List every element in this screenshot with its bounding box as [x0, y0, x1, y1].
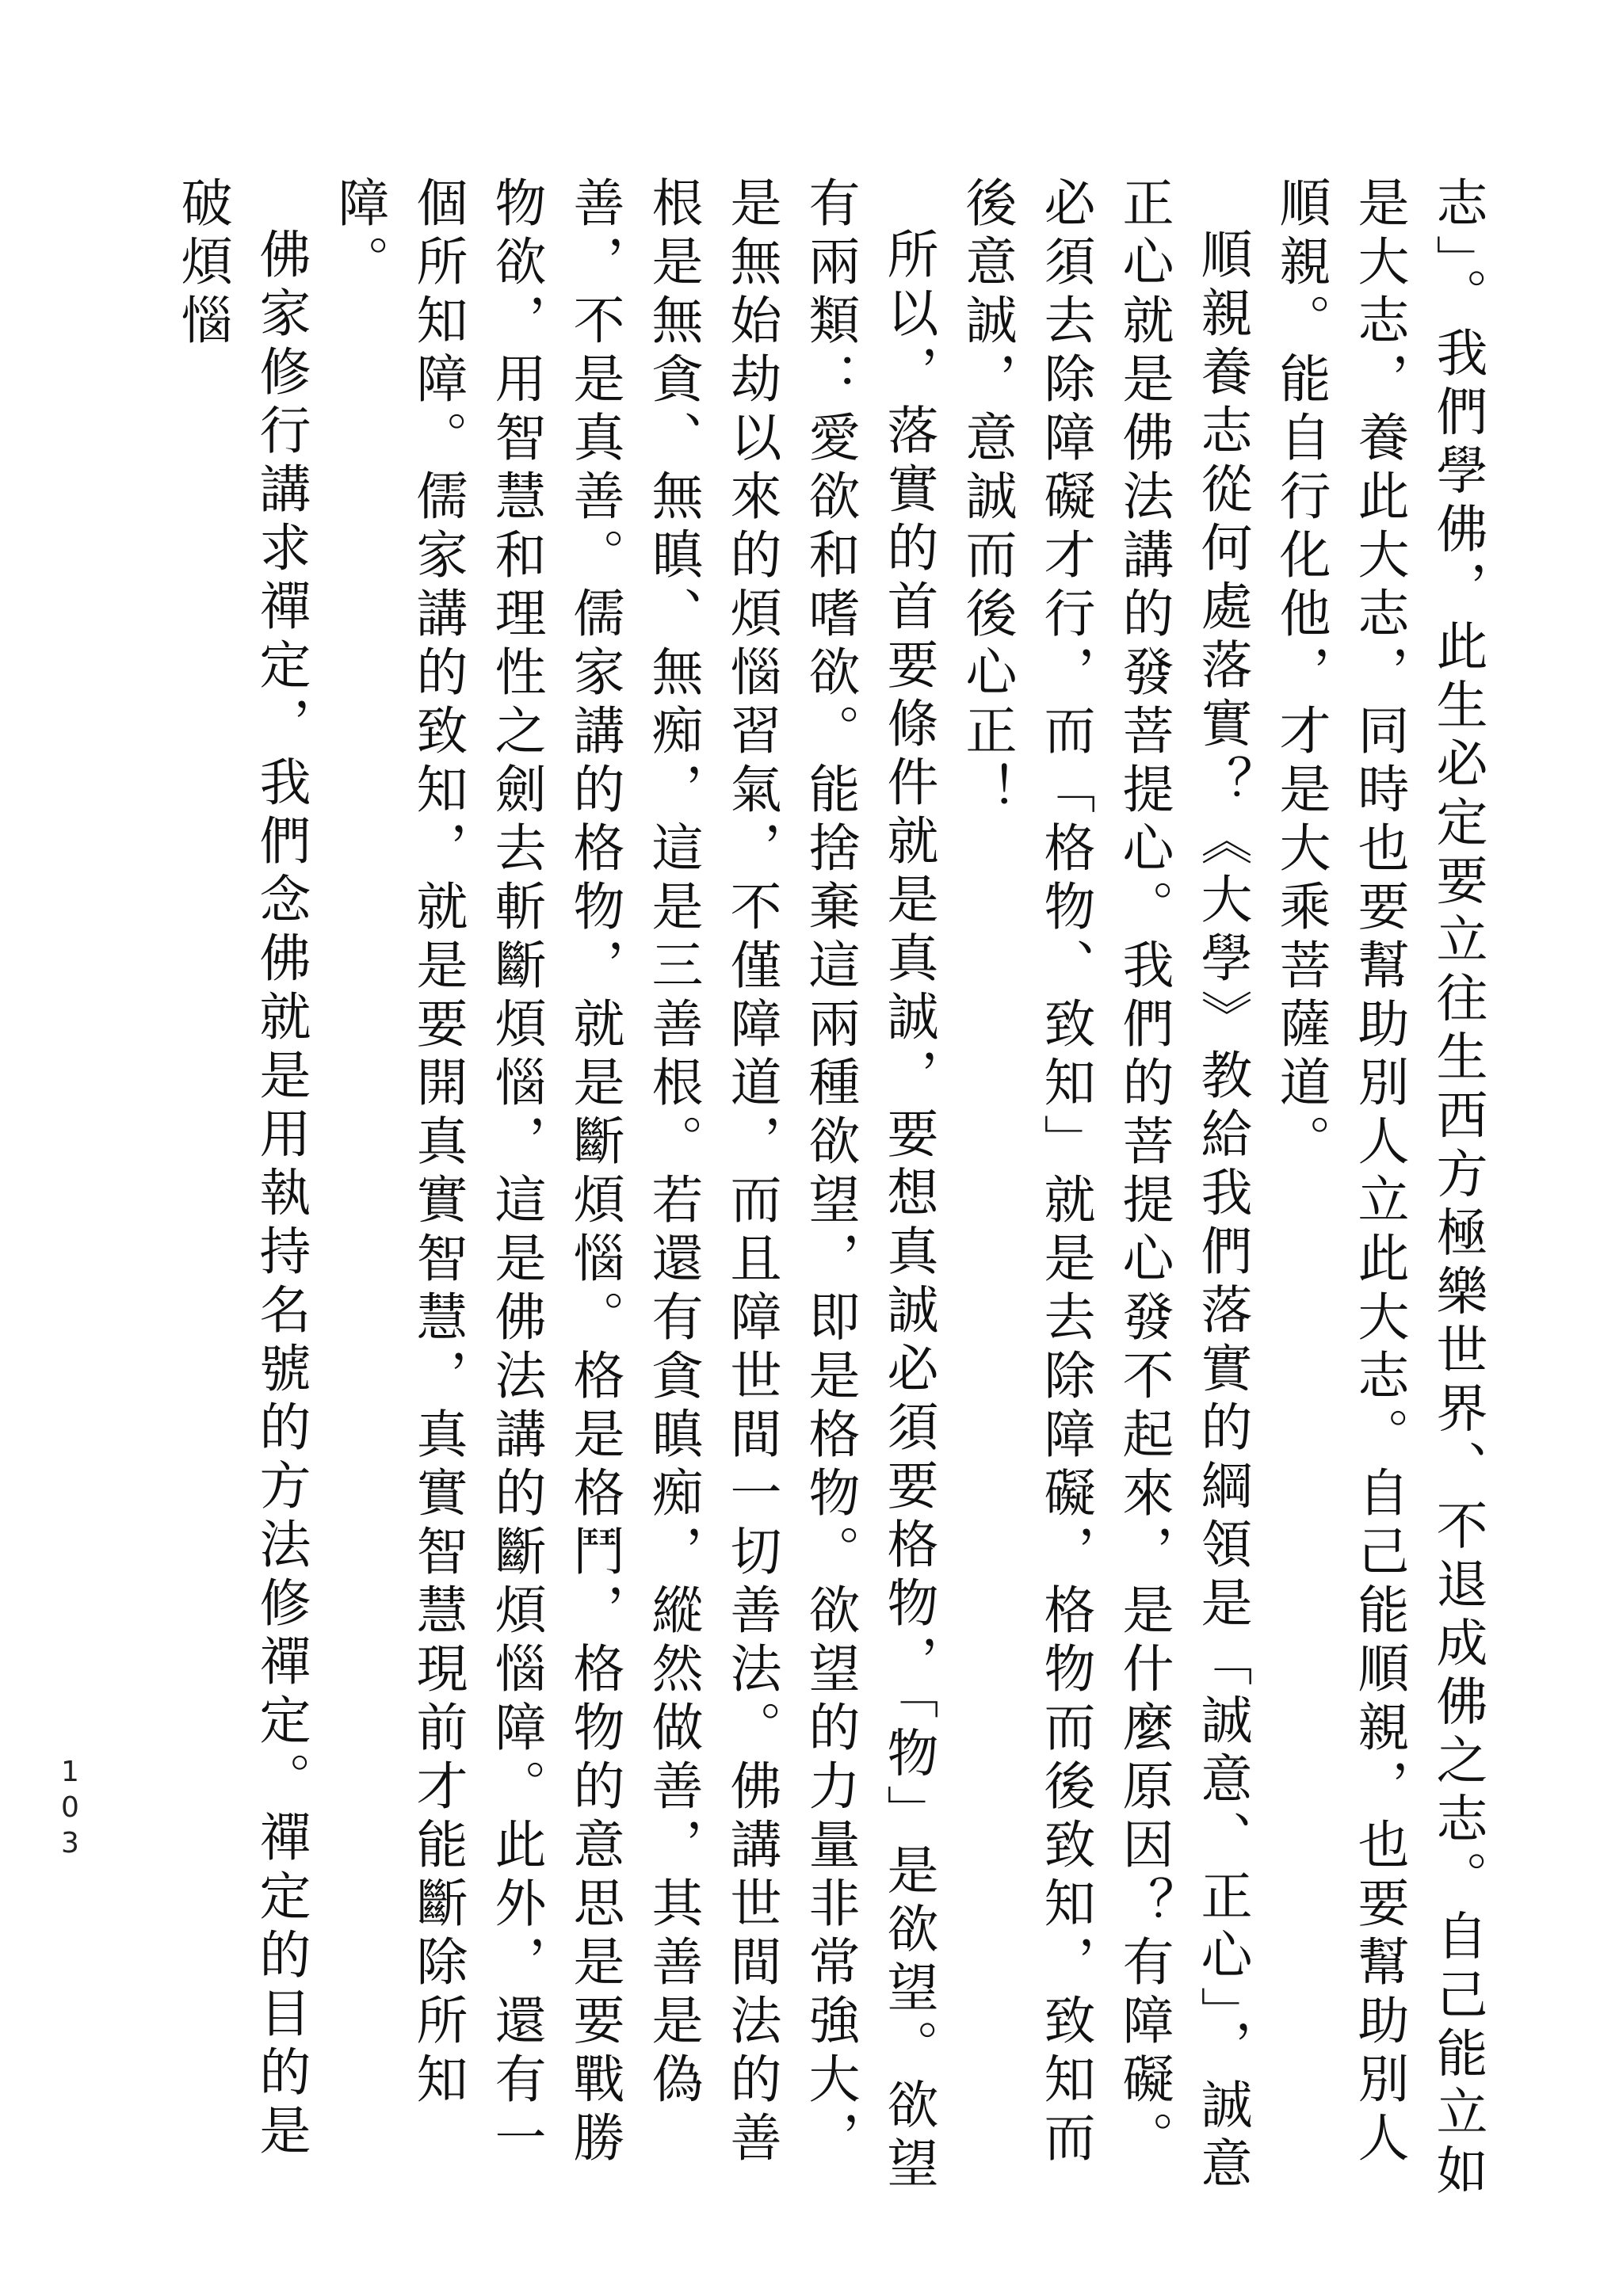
vertical-text-body [162, 176, 1496, 2204]
paragraph-3: 所以，落實的首要條件就是真誠，要想真誠必須要格物，「物」是欲望。欲望有兩類：愛欲和嗜欲。能捨棄這兩種欲望，即是格物。欲望的力量非常強大，是無始劫以來的煩惱習氣，不僅障道，而且障世間一切善法。佛講世間法的善根是無貪、無瞋、無痴，這是三善根。若還有貪瞋痴，縱然做善，其善是偽善，不是真善。儒家講的格物，就是斷煩惱。格是格鬥，格物的意思是要戰勝物欲，用智慧和理性之劍去斬斷煩惱，這是佛法講的斷煩惱障。此外，還有一個所知障。儒家講的致知，就是要開真實智慧，真實智慧現前才能斷除所知障。 [329, 176, 938, 2195]
page-number: 103 [54, 1756, 86, 1863]
paragraph-4: 佛家修行講求禪定，我們念佛就是用執持名號的方法修禪定。禪定的目的是破煩惱 [172, 176, 310, 2162]
paragraph-2: 順親養志從何處落實？《大學》教給我們落實的綱領是「誠意、正心」，誠意正心就是佛法講的發菩提心。我們的菩提心發不起來，是什麼原因？有障礙。必須去除障礙才行，而「格物、致知」就是去除障礙，格物而後致知，致知而後意誠，意誠而後心正！ [957, 176, 1251, 2195]
paragraph-1-continued: 志」。我們學佛，此生必定要立往生西方極樂世界、不退成佛之志。自己能立如是大志，養此大志，同時也要幫助別人立此大志。自己能順親，也要幫助別人順親。能自行化他，才是大乘菩薩道。 [1270, 176, 1487, 2203]
